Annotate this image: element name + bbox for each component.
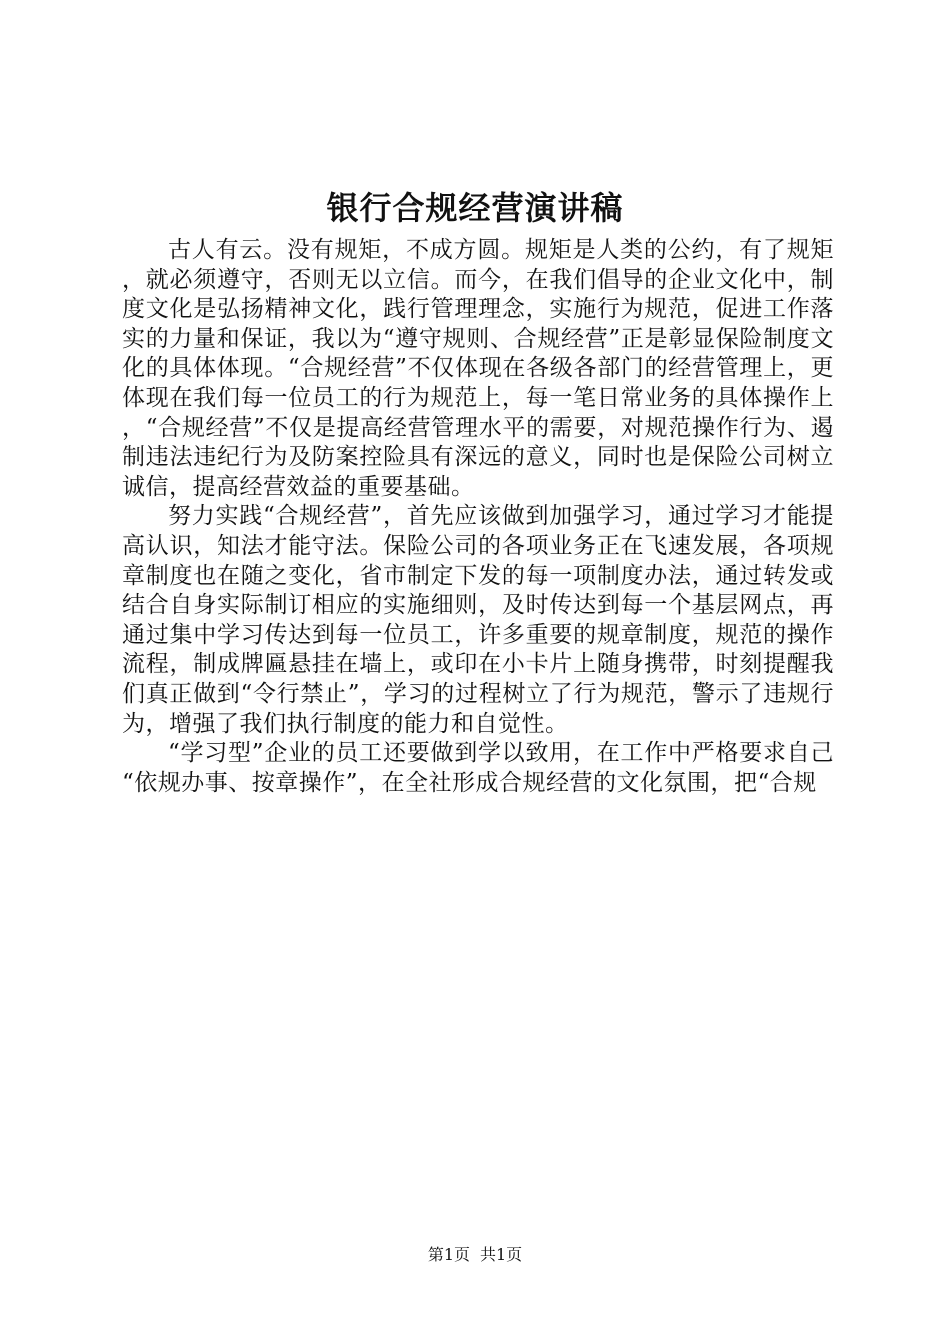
paragraph-1: 古人有云。没有规矩，不成方圆。规矩是人类的公约，有了规矩，就必须遵守，否则无以立信。而今，在我们倡导的企业文化中，制度文化是弘扬精神文化，践行管理理念，实施行为规范，促进工作落实的力量和保证，我以为“遵守规则、合规经营”正是彰显保险制度文化的具体体现。“合规经营”不仅体现在各级各部门的经营管理上，更体现在我们每一位员工的行为规范上，每一笔日常业务的具体操作上，“合规经营”不仅是提高经营管理水平的需要，对规范操作行为、遏制违法违纪行为及防案控险具有深远的意义，同时也是保险公司树立诚信，提高经营效益的重要基础。 bbox=[122, 237, 834, 500]
page-total: 共1页 bbox=[480, 1245, 523, 1264]
paragraph-2: 努力实践“合规经营”，首先应该做到加强学习，通过学习才能提高认识，知法才能守法。保险公司的各项业务正在飞速发展，各项规章制度也在随之变化，省市制定下发的每一项制度办法，通过转发或结合自身实际制订相应的实施细则，及时传达到每一个基层网点，再通过集中学习传达到每一位员工，许多重要的规章制度，规范的操作流程，制成牌匾悬挂在墙上，或印在小卡片上随身携带，时刻提醒我们真正做到“令行禁止”，学习的过程树立了行为规范，警示了违规行为，增强了我们执行制度的能力和自觉性。 bbox=[122, 503, 834, 737]
page-footer bbox=[0, 1244, 950, 1266]
page-number: 第1页 bbox=[427, 1245, 470, 1264]
document-title: 银行合规经营演讲稿 bbox=[326, 189, 624, 227]
paragraph-3: “学习型”企业的员工还要做到学以致用，在工作中严格要求自己“依规办事、按章操作”，在全社形成合规经营的文化氛围，把“合规 bbox=[122, 740, 834, 796]
document-body bbox=[122, 236, 834, 798]
